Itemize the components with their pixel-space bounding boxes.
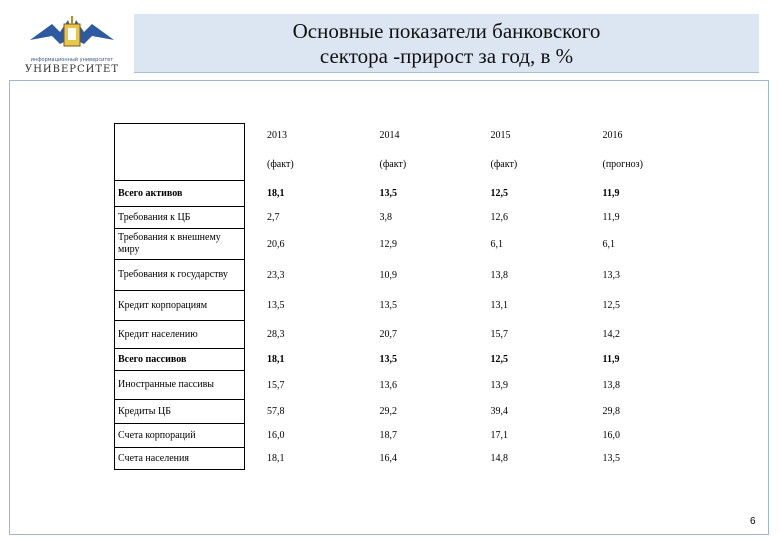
row-value: 18,1 (267, 188, 285, 199)
row-value: 11,9 (602, 354, 620, 365)
row-value: 29,2 (379, 406, 397, 417)
university-logo (22, 10, 122, 78)
logo-caption: информационный университет (30, 57, 114, 63)
year-2014: 2014 (379, 130, 400, 141)
table-row (115, 291, 694, 321)
year-2013: 2013 (267, 130, 287, 141)
row-value: 18,1 (267, 354, 285, 365)
row-value: 12,5 (602, 300, 620, 311)
row-value: 13,5 (267, 300, 285, 311)
eagle-emblem-icon (22, 10, 122, 58)
row-value: 28,3 (267, 329, 285, 340)
row-value: 57,8 (267, 406, 285, 417)
indicators-table (114, 123, 694, 470)
row-value: 23,3 (267, 269, 285, 281)
row-label: Счета населения (115, 448, 245, 470)
row-value: 15,7 (490, 329, 508, 340)
row-value: 20,6 (267, 238, 285, 250)
row-value: 2,7 (267, 212, 280, 223)
type-2015: (факт) (490, 158, 518, 170)
table-row (115, 181, 694, 207)
table-row (115, 424, 694, 448)
table-row (115, 229, 694, 260)
title-line-2: сектора -прирост за год, в % (319, 44, 574, 68)
row-label: Кредит корпорациям (115, 291, 245, 321)
row-value: 3,8 (379, 212, 392, 223)
row-label: Всего активов (115, 181, 245, 207)
row-value: 15,7 (267, 379, 285, 391)
row-value: 29,8 (602, 406, 620, 417)
year-2016: 2016 (602, 130, 623, 141)
row-value: 39,4 (490, 406, 508, 417)
title-line-1: Основные показатели банковского (292, 19, 601, 43)
row-value: 16,4 (379, 453, 397, 464)
table-row (115, 400, 694, 424)
row-value: 20,7 (379, 329, 397, 340)
row-value: 12,5 (490, 354, 508, 365)
row-value: 11,9 (602, 188, 620, 199)
table-row (115, 207, 694, 229)
row-label: Всего пассивов (115, 349, 245, 371)
row-value: 18,1 (267, 453, 285, 464)
row-value: 16,0 (602, 430, 620, 441)
year-2015: 2015 (490, 130, 511, 141)
row-value: 13,5 (379, 188, 397, 199)
table-row (115, 260, 694, 291)
row-value: 13,8 (490, 269, 508, 281)
row-value: 13,3 (602, 269, 620, 281)
row-label: Требования к внешнему миру (115, 229, 245, 260)
type-2014: (факт) (379, 158, 407, 170)
row-value: 13,8 (602, 379, 620, 391)
row-label: Требования к ЦБ (115, 207, 245, 229)
type-2016: (прогноз) (602, 158, 643, 170)
row-label: Кредит населению (115, 321, 245, 349)
row-value: 10,9 (379, 269, 397, 281)
table-row (115, 448, 694, 470)
table-row (115, 321, 694, 349)
row-value: 12,9 (379, 238, 397, 250)
row-value: 16,0 (267, 430, 285, 441)
corner-cell (115, 124, 245, 181)
row-value: 11,9 (602, 212, 620, 223)
row-label: Требования к государству (115, 260, 245, 291)
row-value: 14,8 (490, 453, 508, 464)
row-value: 13,9 (490, 379, 508, 391)
row-value: 13,1 (490, 300, 508, 311)
row-value: 17,1 (490, 430, 508, 441)
table-row (115, 371, 694, 400)
title-band (134, 14, 759, 73)
row-value: 13,5 (379, 354, 397, 365)
row-label: Кредиты ЦБ (115, 400, 245, 424)
row-value: 12,5 (490, 188, 508, 199)
table-header-years (115, 124, 694, 148)
table-row (115, 349, 694, 371)
page-number: 6 (750, 516, 756, 527)
row-value: 14,2 (602, 329, 620, 340)
type-2013: (факт) (267, 158, 294, 170)
row-value: 6,1 (490, 238, 503, 250)
page-title (134, 19, 759, 69)
row-label: Иностранные пассивы (115, 371, 245, 400)
row-value: 13,5 (379, 300, 397, 311)
row-value: 18,7 (379, 430, 397, 441)
row-label: Счета корпораций (115, 424, 245, 448)
row-value: 13,5 (602, 453, 620, 464)
row-value: 13,6 (379, 379, 397, 391)
logo-name: УНИВЕРСИТЕТ (24, 64, 120, 75)
row-value: 6,1 (602, 238, 615, 250)
row-value: 12,6 (490, 212, 508, 223)
